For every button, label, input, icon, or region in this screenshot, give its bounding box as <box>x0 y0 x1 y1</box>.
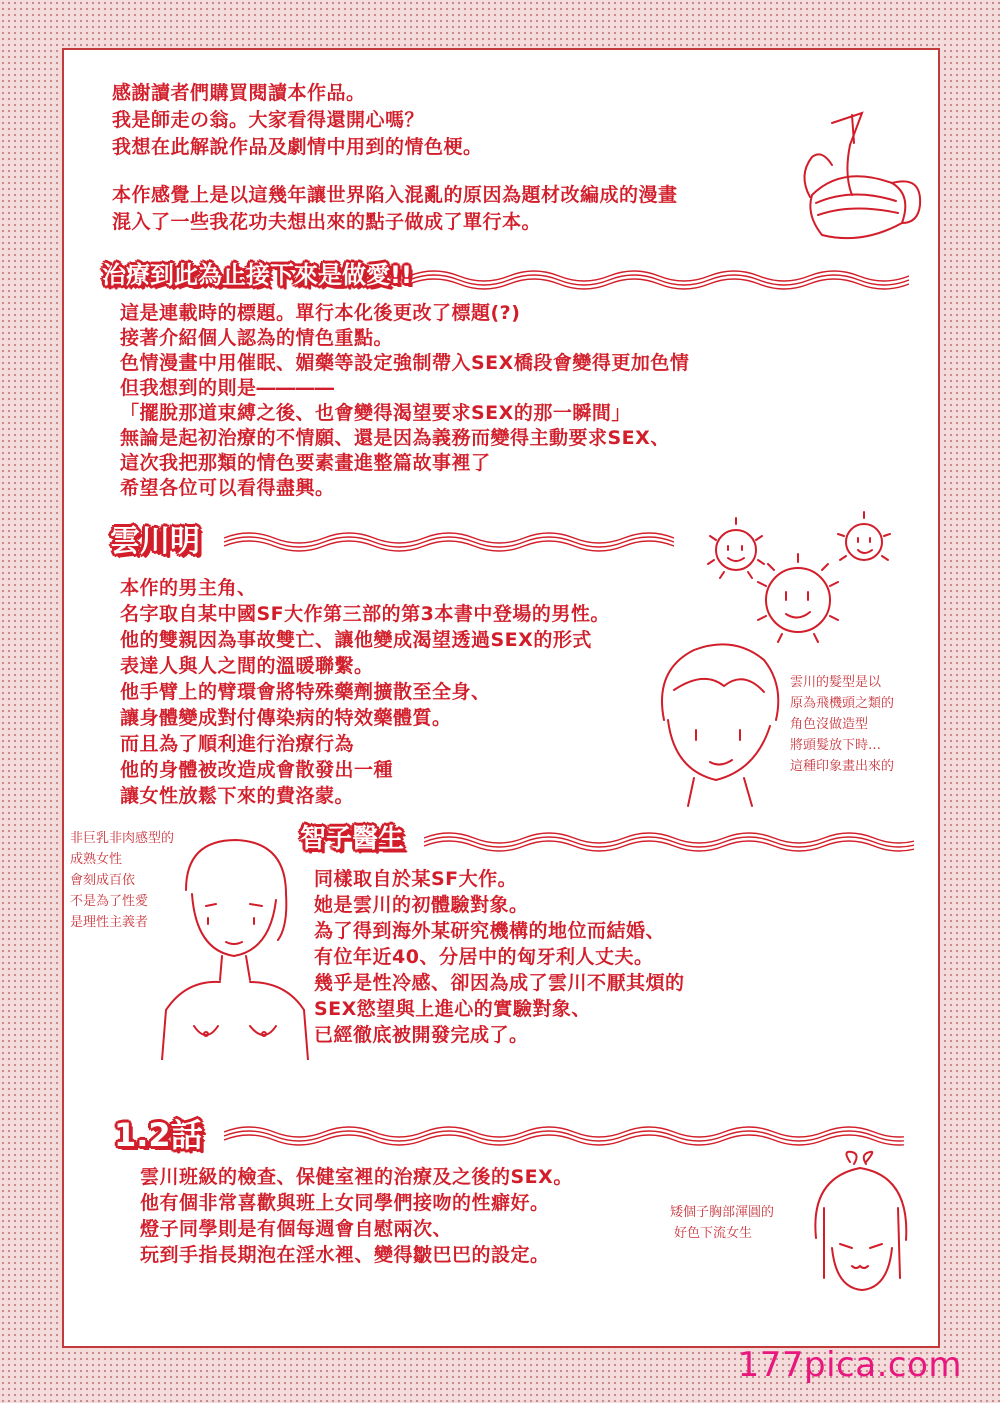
section3-line: SEX慾望與上進心的實驗對象、 <box>314 998 591 1020</box>
intro-block <box>112 78 762 258</box>
section1-line: 希望各位可以看得盡興。 <box>120 477 335 499</box>
face-mask-sketch <box>792 105 932 255</box>
section2-line: 表達人與人之間的溫暖聯繫。 <box>120 655 374 677</box>
section4-line: 雲川班級的檢查、保健室裡的治療及之後的SEX。 <box>140 1166 573 1188</box>
intro-line: 感謝讀者們購買閱讀本作品。 <box>112 82 366 104</box>
section1-line: 接著介紹個人認為的情色重點。 <box>120 327 394 349</box>
section2-line: 本作的男主角、 <box>120 577 257 599</box>
section4-line: 他有個非常喜歡與班上女同學們接吻的性癖好。 <box>140 1192 550 1214</box>
note-line: 成熟女性 <box>70 852 123 867</box>
section2-line: 他的雙親因為事故雙亡、讓他變成渴望透過SEX的形式 <box>120 629 592 651</box>
note-line: 這種印象畫出來的 <box>790 759 895 774</box>
intro-line: 混入了一些我花功夫想出來的點子做成了單行本。 <box>112 211 542 233</box>
section2-line: 他的身體被改造成會散發出一種 <box>120 759 394 781</box>
kumokawa-note <box>790 672 930 782</box>
section-heading-episodes: 1.2話 <box>114 1116 203 1154</box>
section1-line: 無論是起初治療的不情願、還是因為義務而變得主動要求SEX、 <box>120 427 670 449</box>
note-line: 原為飛機頭之類的 <box>790 696 895 711</box>
section4-body <box>140 1162 700 1272</box>
note-line: 好色下流女生 <box>674 1226 753 1241</box>
watermark-text: 177pica.com <box>737 1345 962 1385</box>
section3-line: 同樣取自於某SF大作。 <box>314 868 518 890</box>
music-staff-wave <box>409 264 909 294</box>
afterword-panel <box>62 48 940 1348</box>
section2-line: 讓女性放鬆下來的費洛蒙。 <box>120 785 355 807</box>
note-line: 非巨乳非肉感型的 <box>70 831 175 846</box>
note-line: 將頭髮放下時… <box>790 738 882 753</box>
section3-line: 幾乎是性冷感、卻因為成了雲川不厭其煩的 <box>314 972 685 994</box>
section1-line: 但我想到的則是―――― <box>120 377 335 399</box>
section3-line: 已經徹底被開發完成了。 <box>314 1024 529 1046</box>
section1-line: 「擺脫那道束縛之後、也會變得渴望要求SEX的那一瞬間」 <box>120 402 631 424</box>
section1-line: 這是連載時的標題。單行本化後更改了標題(?) <box>120 302 521 324</box>
section2-line: 名字取自某中國SF大作第三部的第3本書中登場的男性。 <box>120 603 610 625</box>
music-staff-wave <box>224 1120 904 1150</box>
note-line: 角色沒做造型 <box>790 717 869 732</box>
note-line: 不是為了性愛 <box>70 894 149 909</box>
section-heading-treatment: 治療到此為止接下來是做愛!! <box>102 261 412 289</box>
boy-portrait-sketch <box>644 630 794 810</box>
music-staff-wave <box>424 826 914 856</box>
section3-line: 她是雲川的初體驗對象。 <box>314 894 529 916</box>
girl-note <box>670 1202 800 1252</box>
woman-portrait-sketch <box>146 830 316 1060</box>
note-line: 會刻成百依 <box>70 873 136 888</box>
note-line: 雲川的髮型是以 <box>790 675 882 690</box>
section2-line: 而且為了順利進行治療行為 <box>120 733 355 755</box>
section3-line: 為了得到海外某研究機構的地位而結婚、 <box>314 920 666 942</box>
section4-line: 玩到手指長期泡在淫水裡、變得皺巴巴的設定。 <box>140 1244 550 1266</box>
section4-line: 燈子同學則是有個每週會自慰兩次、 <box>140 1218 453 1240</box>
intro-line: 本作感覺上是以這幾年讓世界陷入混亂的原因為題材改編成的漫畫 <box>112 184 678 206</box>
music-staff-wave <box>224 526 674 556</box>
section2-line: 讓身體變成對付傳染病的特效藥體質。 <box>120 707 452 729</box>
section2-line: 他手臂上的臂環會將特殊藥劑擴散至全身、 <box>120 681 491 703</box>
section1-line: 色情漫畫中用催眠、媚藥等設定強制帶入SEX橋段會變得更加色情 <box>120 352 690 374</box>
note-line: 矮個子胸部渾圓的 <box>670 1205 775 1220</box>
intro-line: 我是師走の翁。大家看得還開心嗎？ <box>112 109 425 131</box>
girl-portrait-sketch <box>796 1148 926 1298</box>
section3-line: 有位年近40、分居中的匈牙利人丈夫。 <box>314 946 654 968</box>
section1-line: 這次我把那類的情色要素畫進整篇故事裡了 <box>120 452 491 474</box>
section3-body <box>314 864 874 1054</box>
intro-line: 我想在此解說作品及劇情中用到的情色梗。 <box>112 136 483 158</box>
section1-body <box>120 298 820 508</box>
note-line: 是理性主義者 <box>70 915 149 930</box>
section-heading-doctor: 智子醫生 <box>300 824 405 854</box>
section-heading-kumokawa: 雲川明 <box>110 524 200 559</box>
